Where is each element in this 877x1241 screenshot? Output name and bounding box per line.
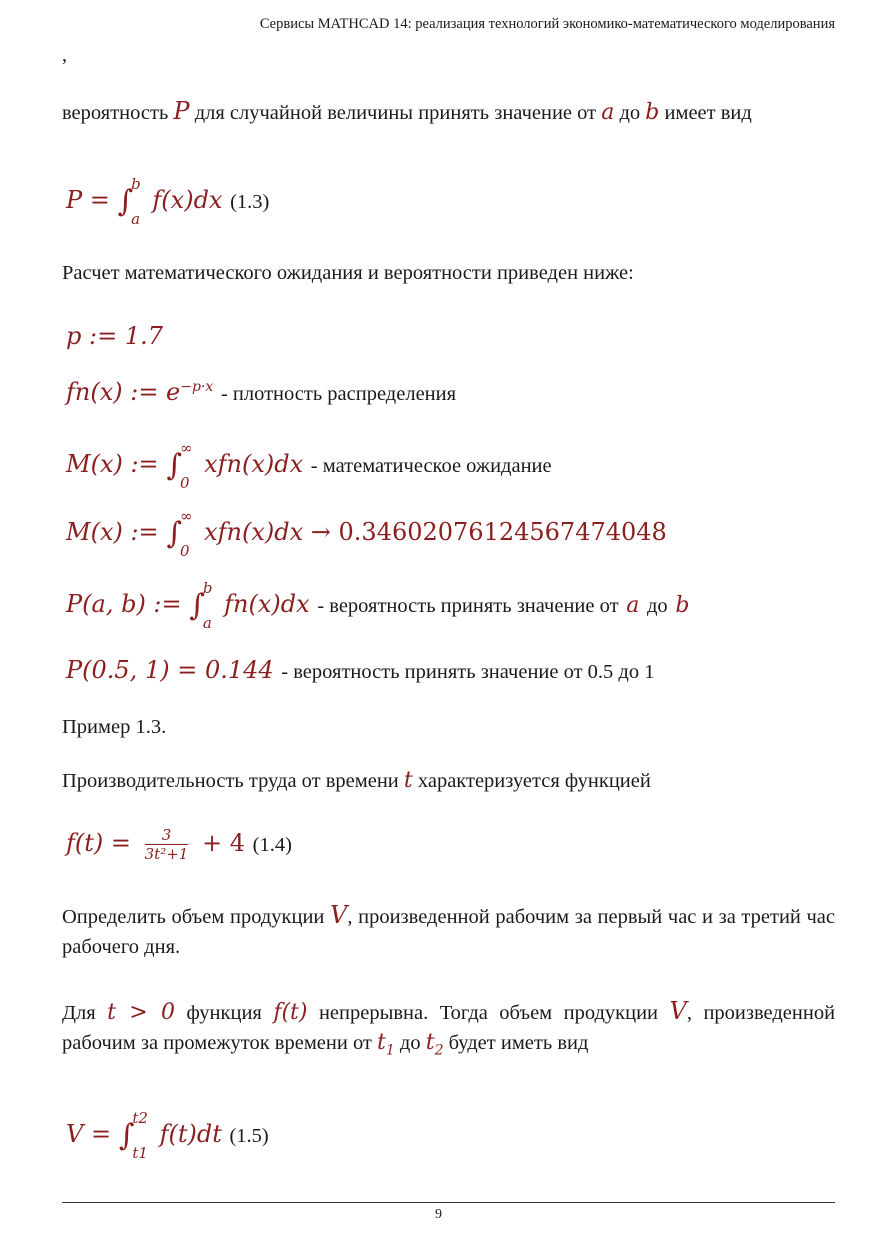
fn-lhs: fn(x) := e: [66, 378, 181, 406]
m-result: → 0.34602076124567474048: [310, 518, 667, 546]
math-f-t: f(t): [273, 1000, 308, 1025]
math-var-b: b: [645, 100, 660, 125]
text: Производительность труда от времени: [62, 770, 399, 792]
integral-sign: ∫: [189, 588, 205, 623]
integral-sign: ∫: [166, 516, 182, 551]
upper-limit: b: [202, 578, 213, 597]
text: имеет вид: [664, 102, 752, 124]
text: Для: [62, 1002, 96, 1024]
footer-divider: [62, 1202, 835, 1203]
m-evaluation: [66, 506, 667, 560]
running-header: Сервисы MATHCAD 14: реализация технологий экономико-математического моделирования: [259, 16, 835, 32]
math-var-a: a: [601, 100, 615, 125]
math-var-t: t: [403, 768, 413, 793]
lower-limit: a: [202, 613, 212, 632]
text: , произведенной рабочим за первый час и за третий час рабочего дня.: [62, 906, 836, 958]
calc-heading: Расчет математического ожидания и вероятности приведен ниже:: [62, 262, 634, 284]
t1-subscript: 1: [385, 1042, 395, 1059]
math-t2: [425, 1030, 444, 1059]
fraction: [145, 826, 189, 863]
task-paragraph: [62, 900, 835, 962]
numerator: 3: [145, 826, 189, 845]
p-eval-expr: P(0.5, 1) = 0.144: [66, 656, 274, 684]
text: непрерывна. Тогда объем продукции: [318, 1002, 659, 1024]
example-heading: Пример 1.3.: [62, 716, 167, 738]
integrand: xfn(x)dx: [204, 518, 304, 546]
p-definition: [66, 322, 163, 350]
math-var-b: b: [675, 593, 690, 618]
eq-lhs: P =: [66, 186, 110, 214]
m-definition: [66, 438, 552, 492]
eq-rhs: + 4: [201, 829, 245, 857]
upper-limit: ∞: [179, 438, 193, 457]
integral-sign: ∫: [117, 184, 134, 219]
fn-exponent: −p·x: [180, 379, 214, 395]
t1-base: t: [377, 1030, 386, 1055]
m-description: - математическое ожидание: [310, 455, 552, 477]
math-var-v: V: [669, 997, 687, 1025]
eq-lhs: V =: [66, 1120, 112, 1148]
text: Определить объем продукции: [62, 906, 325, 928]
upper-limit: ∞: [179, 506, 193, 525]
text: вероятность: [62, 102, 169, 124]
stray-comma: ,: [62, 44, 67, 66]
lower-limit: 0: [179, 541, 190, 560]
integrand: f(x)dx: [152, 186, 223, 214]
t2-base: t: [425, 1030, 435, 1055]
integrand: fn(x)dx: [224, 590, 310, 618]
eq-lhs: f(t) =: [66, 829, 131, 857]
m-lhs: M(x) :=: [66, 450, 159, 478]
productivity-line: [62, 768, 651, 793]
lower-limit: t1: [132, 1143, 148, 1162]
p-ab-definition: [66, 578, 690, 632]
fn-description: - плотность распределения: [220, 383, 457, 405]
text: до: [399, 1032, 421, 1054]
math-var-p: P: [173, 97, 190, 125]
upper-limit: b: [131, 174, 141, 193]
lower-limit: a: [131, 209, 141, 228]
text: будет иметь вид: [448, 1032, 589, 1054]
upper-limit: t2: [132, 1108, 148, 1127]
equation-1-4: [66, 826, 292, 863]
math-t1: [377, 1030, 395, 1059]
math-condition: t > 0: [107, 1000, 176, 1025]
math-var-v: V: [330, 901, 348, 929]
p-evaluation: [66, 656, 654, 684]
text: характеризуется функцией: [417, 770, 651, 792]
text: для случайной величины принять значение от: [194, 102, 597, 124]
equation-number: (1.5): [229, 1125, 269, 1147]
p-ab-lhs: P(a, b) :=: [66, 590, 182, 618]
equation-1-3: [66, 174, 270, 228]
integrand: xfn(x)dx: [204, 450, 304, 478]
p-ab-description: - вероятность принять значение от: [317, 595, 619, 617]
integral-limits: [132, 1108, 148, 1162]
text: , произведенной рабочим за промежуток времени от: [62, 1002, 836, 1054]
equation-number: (1.3): [230, 191, 270, 213]
intro-paragraph: [62, 96, 835, 128]
fn-definition: [66, 378, 456, 406]
math-var-a: a: [626, 593, 640, 618]
page-number: 9: [435, 1207, 442, 1222]
integral-sign: ∫: [166, 448, 182, 483]
integrand: f(t)dt: [159, 1120, 222, 1148]
m-lhs: M(x) :=: [66, 518, 159, 546]
equation-number: (1.4): [252, 834, 292, 856]
text: до: [619, 102, 641, 124]
lower-limit: 0: [179, 473, 190, 492]
condition-paragraph: [62, 996, 835, 1065]
p-eval-description: - вероятность принять значение от 0.5 до 1: [281, 661, 655, 683]
p-def-expr: p := 1.7: [66, 322, 163, 350]
integral-sign: ∫: [118, 1118, 135, 1153]
denominator: 3t²+1: [144, 845, 189, 863]
equation-1-5: [66, 1108, 269, 1162]
text: до: [646, 595, 668, 617]
t2-subscript: 2: [434, 1042, 444, 1059]
text: функция: [186, 1002, 262, 1024]
